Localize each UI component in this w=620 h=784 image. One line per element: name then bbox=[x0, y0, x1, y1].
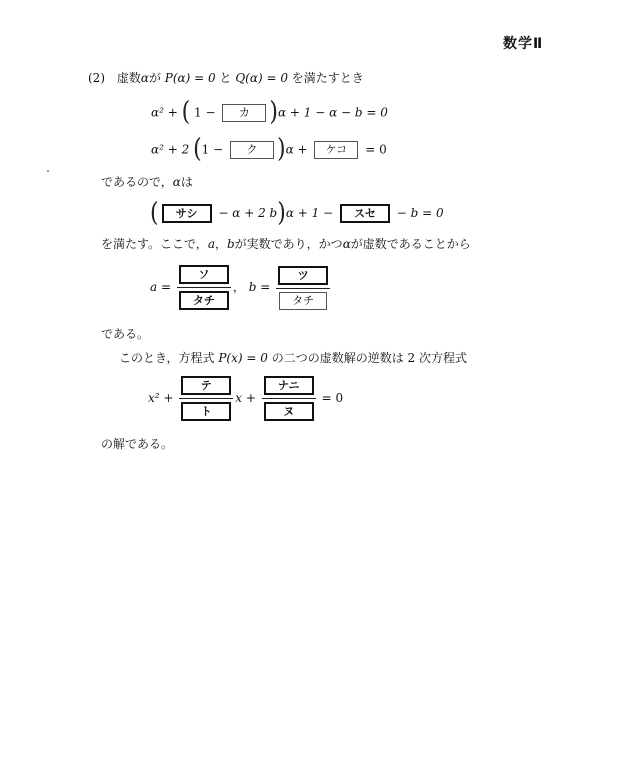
fraction-bar bbox=[262, 398, 316, 399]
answer-box-tsu[interactable]: ツ bbox=[278, 266, 328, 285]
answer-box-so[interactable]: ソ bbox=[179, 265, 229, 284]
konotoki-line bbox=[119, 350, 467, 366]
eq2-one-minus: 1 − bbox=[201, 142, 224, 157]
answer-box-ka[interactable]: カ bbox=[222, 104, 266, 122]
answer-box-suse[interactable]: スセ bbox=[340, 204, 390, 223]
therefore-line bbox=[101, 174, 193, 190]
eq1-a2: α² + bbox=[151, 105, 182, 120]
fraction-b bbox=[276, 264, 330, 312]
answer-box-tachi[interactable]: タチ bbox=[179, 291, 229, 310]
left-paren: ( bbox=[150, 197, 159, 228]
satisfy-line bbox=[101, 236, 471, 252]
answer-box-tachi-repeat[interactable]: タチ bbox=[279, 292, 327, 310]
fraction-bar bbox=[179, 398, 233, 399]
eq1-one-minus: 1 − bbox=[194, 105, 216, 120]
satisfy-a: a bbox=[207, 237, 215, 251]
eq1-tail: α + 1 − α − b = 0 bbox=[277, 105, 388, 120]
fraction-a bbox=[177, 263, 231, 312]
right-paren: ) bbox=[269, 97, 278, 128]
intro-post: を満たすとき bbox=[291, 71, 364, 85]
page-header-title: 数学Ⅱ bbox=[503, 36, 544, 52]
dearu-line: である。 bbox=[101, 327, 150, 341]
intro-p-eq: P(α) = 0 bbox=[164, 71, 216, 85]
fraction-nani-nu bbox=[262, 374, 316, 423]
eq2-tail: = 0 bbox=[365, 142, 387, 157]
satisfy-text: を満たす。ここで， bbox=[101, 237, 208, 251]
closing-line: の解である。 bbox=[101, 437, 174, 451]
konotoki-pre: このとき，方程式 bbox=[119, 351, 215, 365]
intro-var: α bbox=[140, 71, 149, 85]
eq4-mid: x + bbox=[235, 391, 256, 405]
therefore-post: は bbox=[180, 175, 193, 189]
answer-box-nani[interactable]: ナニ bbox=[264, 376, 314, 395]
fraction-bar bbox=[276, 288, 330, 289]
konotoki-px: P(x) = 0 bbox=[218, 351, 268, 365]
eq2-mid: α + bbox=[285, 142, 308, 157]
equation-3 bbox=[150, 197, 444, 228]
answer-box-to[interactable]: ト bbox=[181, 402, 231, 421]
intro-and: と bbox=[219, 71, 232, 85]
left-paren: ( bbox=[193, 134, 202, 165]
satisfy-post: が虚数であることから bbox=[350, 237, 471, 251]
answer-box-nu[interactable]: ヌ bbox=[264, 402, 314, 421]
eq3-mid2: α + 1 − bbox=[285, 206, 334, 220]
answer-box-ku[interactable]: ク bbox=[230, 141, 274, 159]
satisfy-comma: ， bbox=[214, 237, 227, 251]
a-equals: a = bbox=[150, 280, 172, 294]
eq3-tail: − b = 0 bbox=[396, 206, 444, 220]
right-paren: ) bbox=[277, 197, 286, 228]
satisfy-alpha: α bbox=[342, 237, 351, 251]
eq2-a2: α² + 2 bbox=[151, 142, 190, 157]
left-paren: ( bbox=[181, 97, 191, 128]
satisfy-b: b bbox=[226, 237, 235, 251]
therefore-var: α bbox=[172, 175, 181, 189]
equation-4 bbox=[148, 374, 343, 423]
therefore-text: であるので， bbox=[101, 175, 173, 189]
b-equals: b = bbox=[248, 280, 271, 294]
eq3-mid1: − α + 2 b bbox=[218, 206, 278, 220]
satisfy-mid: が実数であり，かつ bbox=[234, 237, 343, 251]
eq4-tail: = 0 bbox=[321, 391, 344, 405]
ab-comma: ， bbox=[232, 280, 245, 294]
answer-box-sashi[interactable]: サシ bbox=[162, 204, 212, 223]
konotoki-post: の二つの虚数解の逆数は 2 次方程式 bbox=[271, 351, 467, 365]
scan-dot bbox=[47, 170, 49, 172]
intro-q-eq: Q(α) = 0 bbox=[235, 71, 288, 85]
equation-2 bbox=[151, 134, 387, 165]
problem-number: (2) bbox=[88, 71, 105, 85]
problem-intro bbox=[88, 70, 364, 86]
fraction-te-to bbox=[179, 374, 233, 423]
eq4-x2: x² + bbox=[148, 391, 174, 405]
answer-box-te[interactable]: テ bbox=[181, 376, 231, 395]
equation-1 bbox=[151, 97, 388, 128]
intro-mid: が bbox=[148, 71, 161, 85]
answer-box-keko[interactable]: ケコ bbox=[314, 141, 358, 159]
right-paren: ) bbox=[277, 134, 286, 165]
fraction-bar bbox=[177, 287, 231, 288]
intro-pre: 虚数 bbox=[116, 71, 141, 85]
fraction-equation-ab bbox=[150, 263, 332, 312]
